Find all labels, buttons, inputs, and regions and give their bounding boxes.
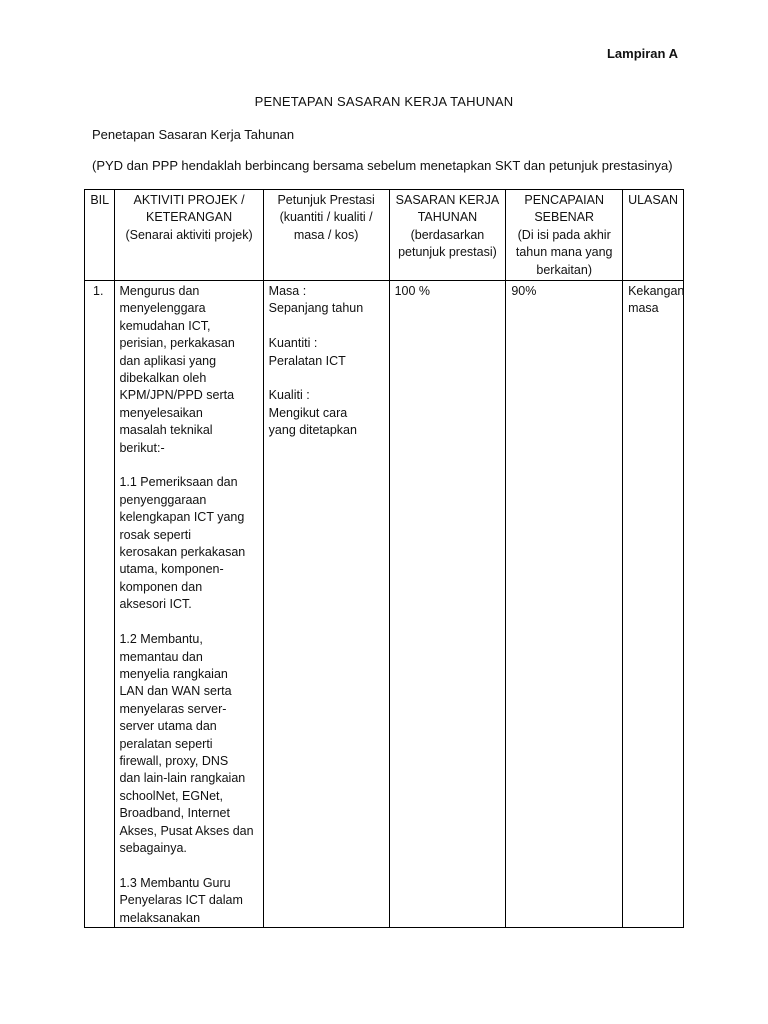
activity-line: sebagainya. (119, 840, 187, 855)
header-aktiviti-line: (Senarai aktiviti projek) (125, 227, 253, 242)
indicator-label: Masa : (268, 284, 307, 298)
activity-line: 1.3 Membantu Guru (119, 875, 231, 890)
header-pencapaian-line: tahun mana yang (515, 245, 613, 260)
remark-line: masa (628, 301, 659, 316)
activity-line: dibekalkan oleh (119, 371, 207, 386)
header-petunjuk-line: (kuantiti / kualiti / (279, 210, 373, 225)
indicator-kualiti (269, 387, 384, 439)
activity-line: rosak seperti (119, 527, 192, 542)
cell-ulasan (623, 281, 684, 928)
skt-table (84, 189, 684, 928)
activity-line: menyelaras server- (119, 701, 227, 716)
activity-line: KPM/JPN/PPD serta (119, 388, 235, 403)
header-sasaran-line: TAHUNAN (417, 210, 478, 225)
header-aktiviti-line: KETERANGAN (145, 210, 233, 225)
header-sasaran-line: SASARAN KERJA (395, 193, 500, 207)
activity-line: peralatan seperti (119, 736, 213, 751)
table-header-row (85, 190, 684, 281)
indicator-value: Sepanjang tahun (268, 301, 364, 316)
activity-paragraph (119, 283, 257, 457)
activity-line: 1.2 Membantu, (119, 632, 203, 647)
activity-line: memantau dan (119, 649, 203, 664)
document-title: PENETAPAN SASARAN KERJA TAHUNAN (254, 94, 514, 109)
header-petunjuk-line: Petunjuk Prestasi (277, 193, 375, 207)
activity-line: dan aplikasi yang (119, 353, 217, 368)
activity-line: Mengurus dan (119, 284, 200, 298)
header-bil-text: BIL (90, 193, 110, 207)
appendix-label: Lampiran A (606, 46, 678, 61)
indicator-value: yang ditetapkan (268, 423, 357, 438)
activity-line: Broadband, Internet (119, 806, 230, 821)
activity-line: Penyelaras ICT dalam (119, 893, 243, 908)
activity-line: Akses, Pusat Akses dan (119, 823, 254, 838)
cell-petunjuk (263, 281, 389, 928)
activity-line: menyelenggara (119, 301, 206, 316)
cell-aktiviti (115, 281, 263, 928)
activity-paragraph (119, 474, 257, 613)
activity-line: berikut:- (119, 440, 165, 455)
indicator-label: Kuantiti : (268, 336, 318, 351)
indicator-label: Kualiti : (268, 388, 310, 403)
indicator-value: Mengikut cara (268, 405, 348, 420)
activity-line: 1.1 Pemeriksaan dan (119, 475, 238, 490)
activity-paragraph (119, 631, 257, 857)
instruction-note: (PYD dan PPP hendaklah berbincang bersama sebelum menetapkan SKT dan petunjuk prestasinya) (92, 158, 673, 173)
header-ulasan (623, 190, 684, 281)
activity-line: aksesori ICT. (119, 597, 192, 612)
activity-line: masalah teknikal (119, 423, 213, 438)
activity-line: LAN dan WAN serta (119, 684, 232, 699)
remark-line: Kekangan (628, 284, 685, 298)
activity-line: menyelesaikan (119, 405, 203, 420)
header-sasaran-line: (berdasarkan (410, 227, 485, 242)
header-petunjuk-line: masa / kos) (293, 227, 359, 242)
indicator-masa (269, 283, 384, 318)
activity-line: dan lain-lain rangkaian (119, 771, 246, 786)
header-pencapaian-line: PENCAPAIAN (524, 193, 605, 207)
cell-bil: 1. (85, 281, 115, 928)
document-subtitle: Penetapan Sasaran Kerja Tahunan (92, 127, 295, 142)
header-aktiviti-line: AKTIVITI PROJEK / (133, 193, 245, 207)
header-ulasan-text: ULASAN (628, 193, 679, 207)
header-sasaran (389, 190, 506, 281)
indicator-kuantiti (269, 335, 384, 370)
activity-line: melaksanakan (119, 910, 201, 925)
cell-pencapaian: 90% (506, 281, 623, 928)
header-pencapaian (506, 190, 623, 281)
activity-line: menyelia rangkaian (119, 666, 228, 681)
header-pencapaian-line: berkaitan) (536, 262, 592, 277)
indicator-value: Peralatan ICT (268, 353, 346, 368)
header-pencapaian-line: (Di isi pada akhir (517, 227, 611, 242)
cell-sasaran: 100 % (389, 281, 506, 928)
activity-line: kerosakan perkakasan (119, 545, 246, 560)
activity-line: komponen dan (119, 579, 203, 594)
activity-line: utama, komponen- (119, 562, 224, 577)
table-row (85, 281, 684, 928)
activity-line: penyenggaraan (119, 492, 207, 507)
activity-line: kelengkapan ICT yang (119, 510, 245, 525)
activity-line: server utama dan (119, 719, 217, 734)
header-bil (85, 190, 115, 281)
header-aktiviti (115, 190, 263, 281)
activity-line: schoolNet, EGNet, (119, 788, 223, 803)
activity-line: perisian, perkakasan (119, 336, 235, 351)
header-petunjuk (263, 190, 389, 281)
activity-paragraph (119, 875, 257, 927)
activity-line: firewall, proxy, DNS (119, 753, 229, 768)
header-sasaran-line: petunjuk prestasi) (398, 245, 497, 260)
activity-line: kemudahan ICT, (119, 318, 211, 333)
header-pencapaian-line: SEBENAR (534, 210, 595, 225)
